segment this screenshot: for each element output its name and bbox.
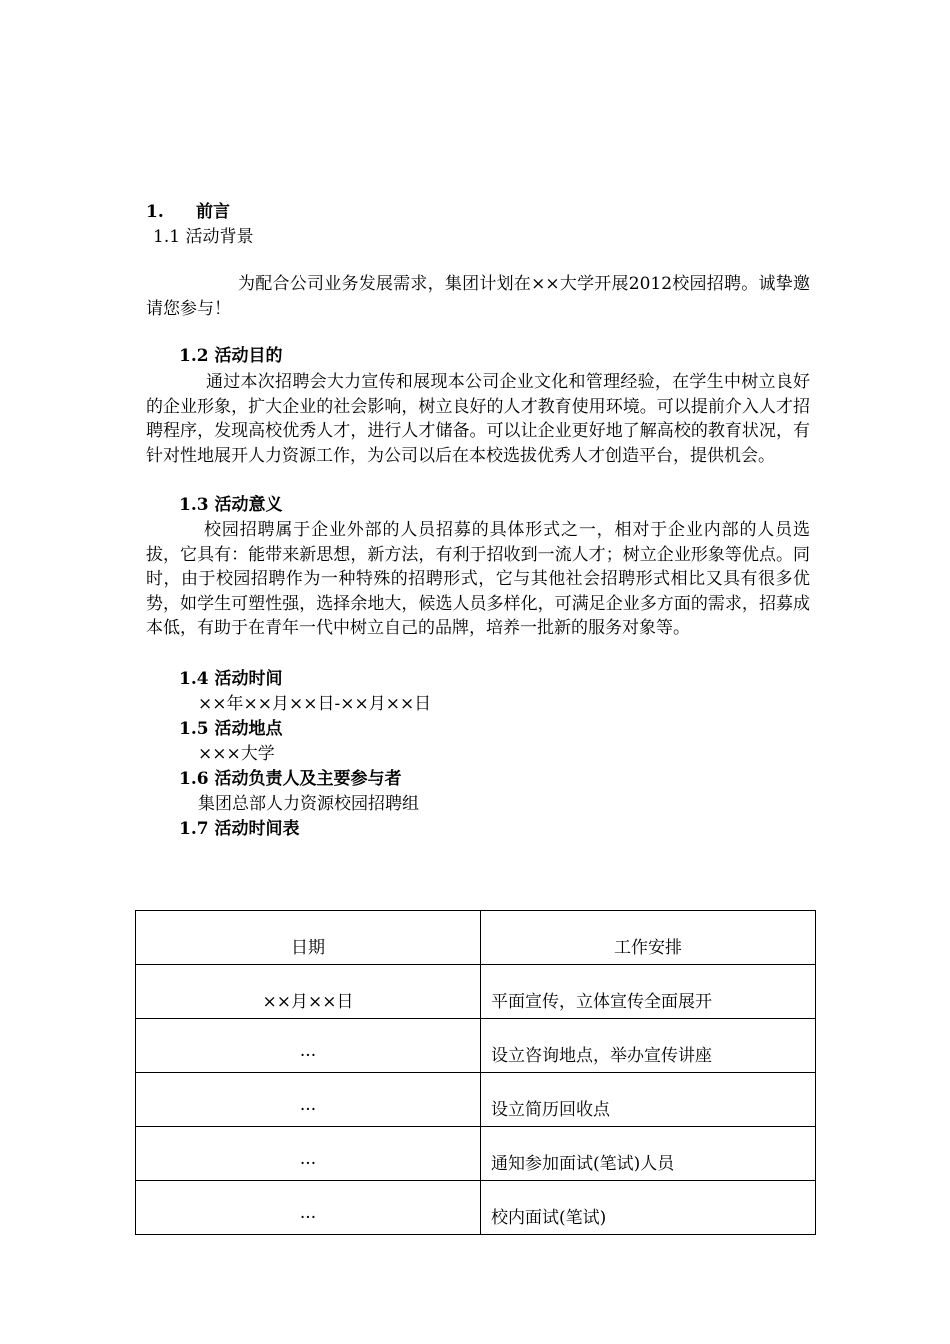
column-header-date: 日期 bbox=[136, 911, 481, 965]
organizer-heading: 1.6 活动负责人及主要参与者 bbox=[179, 769, 402, 789]
row-task: 设立简历回收点 bbox=[481, 1073, 816, 1127]
section-title: 前言 bbox=[196, 202, 230, 222]
row-task: 设立咨询地点，举办宣传讲座 bbox=[481, 1019, 816, 1073]
row-date: ··· bbox=[136, 1019, 481, 1073]
time-value: ××年××月××日-××月××日 bbox=[198, 694, 432, 714]
row-task: 通知参加面试(笔试)人员 bbox=[481, 1127, 816, 1181]
time-heading: 1.4 活动时间 bbox=[179, 669, 283, 689]
table-row bbox=[136, 1019, 816, 1073]
organizer-value: 集团总部人力资源校园招聘组 bbox=[198, 794, 419, 814]
background-heading: 1.1 活动背景 bbox=[153, 227, 254, 247]
location-value: ×××大学 bbox=[198, 744, 275, 764]
background-paragraph: 为配合公司业务发展需求，集团计划在××大学开展2012校园招聘。诚挚邀请您参与！ bbox=[146, 274, 810, 319]
schedule-heading: 1.7 活动时间表 bbox=[179, 819, 300, 839]
row-date: ××月××日 bbox=[136, 965, 481, 1019]
location-heading: 1.5 活动地点 bbox=[179, 719, 283, 739]
section-number: 1. bbox=[146, 202, 164, 222]
table-row bbox=[136, 1073, 816, 1127]
table-row bbox=[136, 1181, 816, 1235]
column-header-task: 工作安排 bbox=[481, 911, 816, 965]
purpose-paragraph: 通过本次招聘会大力宣传和展现本公司企业文化和管理经验，在学生中树立良好的企业形象，扩大企业的社会影响，树立良好的人才教育使用环境。可以提前介入人才招聘程序，发现高校优秀人才，进行人才储备。可以让企业更好地了解高校的教育状况，有针对性地展开人力资源工作，为公司以后在本校选拔优秀人才创造平台，提供机会。 bbox=[146, 372, 810, 466]
row-date: ··· bbox=[136, 1181, 481, 1235]
significance-paragraph: 校园招聘属于企业外部的人员招募的具体形式之一，相对于企业内部的人员选拔，它具有：能带来新思想，新方法，有利于招收到一流人才；树立企业形象等优点。同时，由于校园招聘作为一种特殊的招聘形式，它与其他社会招聘形式相比又具有很多优势，如学生可塑性强，选择余地大，候选人员多样化，可满足企业多方面的需求，招募成本低，有助于在青年一代中树立自己的品牌，培养一批新的服务对象等。 bbox=[146, 520, 810, 638]
row-date: ··· bbox=[136, 1127, 481, 1181]
row-date: ··· bbox=[136, 1073, 481, 1127]
schedule-table bbox=[135, 910, 816, 1235]
table-header-row bbox=[136, 911, 816, 965]
significance-heading: 1.3 活动意义 bbox=[179, 495, 283, 515]
purpose-heading: 1.2 活动目的 bbox=[179, 346, 283, 366]
table-row bbox=[136, 965, 816, 1019]
table-row bbox=[136, 1127, 816, 1181]
row-task: 校内面试(笔试) bbox=[481, 1181, 816, 1235]
row-task: 平面宣传，立体宣传全面展开 bbox=[481, 965, 816, 1019]
